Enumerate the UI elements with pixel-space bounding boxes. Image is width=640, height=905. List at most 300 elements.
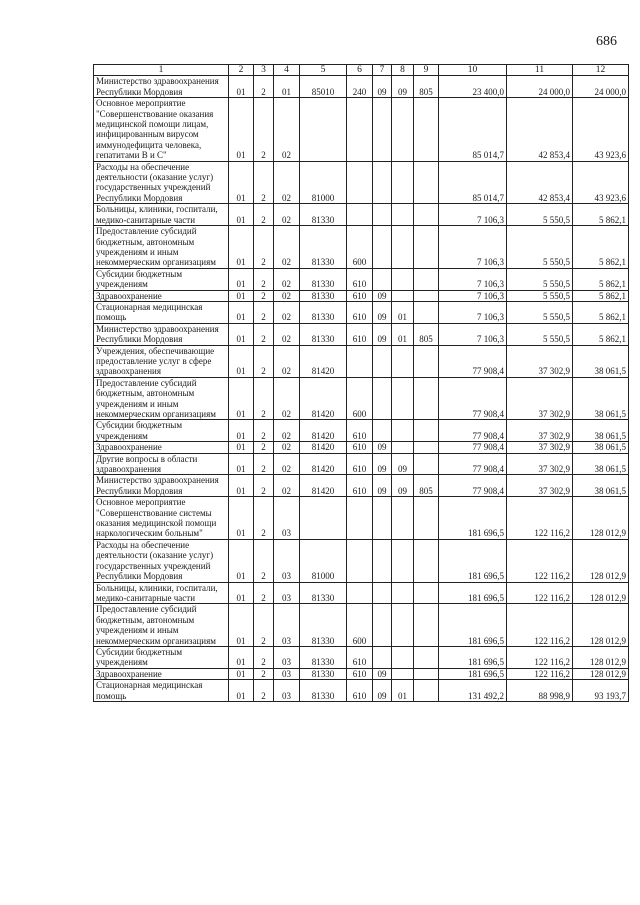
amount-year-1: 85 014,7	[439, 98, 507, 161]
event-code: 81330	[300, 646, 347, 668]
table-row	[94, 345, 629, 377]
kvsr-code: 01	[229, 442, 254, 453]
table-row	[94, 301, 629, 323]
section-code: 09	[373, 668, 392, 679]
row-name: Предоставление субсидий бюджетным, автономным учреждениям и иным некоммерческим организациям	[94, 604, 229, 647]
amount-year-2: 37 302,9	[507, 475, 573, 497]
event-code: 81330	[300, 290, 347, 301]
amount-year-3: 38 061,5	[573, 345, 629, 377]
event-code: 81330	[300, 301, 347, 323]
row-name: Стационарная медицинская помощь	[94, 680, 229, 702]
subsection-code	[392, 226, 414, 269]
subsection-code: 01	[392, 680, 414, 702]
row-name: Стационарная медицинская помощь	[94, 301, 229, 323]
section-code	[373, 539, 392, 582]
section-code: 09	[373, 453, 392, 475]
table-row	[94, 204, 629, 226]
program-code: 2	[254, 377, 274, 420]
kvsr-code: 01	[229, 497, 254, 540]
amount-year-1: 7 106,3	[439, 323, 507, 345]
subprogram-code: 03	[274, 646, 300, 668]
amount-year-3: 5 862,1	[573, 226, 629, 269]
subsection-code	[392, 98, 414, 161]
amount-year-2: 37 302,9	[507, 377, 573, 420]
column-header: 4	[274, 65, 300, 76]
ministry-code	[414, 582, 439, 604]
ministry-code	[414, 98, 439, 161]
event-code: 81420	[300, 377, 347, 420]
amount-year-1: 7 106,3	[439, 226, 507, 269]
amount-year-1: 181 696,5	[439, 582, 507, 604]
subprogram-code: 02	[274, 161, 300, 204]
ministry-code	[414, 161, 439, 204]
amount-year-3: 5 862,1	[573, 301, 629, 323]
table-row	[94, 582, 629, 604]
ministry-code	[414, 345, 439, 377]
amount-year-1: 181 696,5	[439, 668, 507, 679]
row-name: Министерство здравоохранения Республики Мордовия	[94, 76, 229, 98]
event-code: 81330	[300, 680, 347, 702]
subprogram-code: 03	[274, 582, 300, 604]
kvsr-code: 01	[229, 204, 254, 226]
program-code: 2	[254, 680, 274, 702]
subsection-code: 09	[392, 453, 414, 475]
kvsr-code: 01	[229, 76, 254, 98]
event-code: 81420	[300, 345, 347, 377]
subsection-code	[392, 539, 414, 582]
amount-year-1: 131 492,2	[439, 680, 507, 702]
column-header: 6	[347, 65, 373, 76]
table-row	[94, 290, 629, 301]
section-code	[373, 268, 392, 290]
table-row	[94, 475, 629, 497]
amount-year-2: 5 550,5	[507, 323, 573, 345]
row-name: Учреждения, обеспечивающие предоставление услуг в сфере здравоохранения	[94, 345, 229, 377]
section-code: 09	[373, 442, 392, 453]
subprogram-code: 02	[274, 98, 300, 161]
expense-type	[347, 204, 373, 226]
expense-type	[347, 98, 373, 161]
ministry-code	[414, 442, 439, 453]
ministry-code: 805	[414, 76, 439, 98]
subprogram-code: 01	[274, 76, 300, 98]
amount-year-1: 77 908,4	[439, 345, 507, 377]
subprogram-code: 02	[274, 204, 300, 226]
page-number: 686	[596, 34, 617, 49]
subprogram-code: 02	[274, 301, 300, 323]
program-code: 2	[254, 420, 274, 442]
kvsr-code: 01	[229, 161, 254, 204]
expense-type: 610	[347, 475, 373, 497]
column-header: 12	[573, 65, 629, 76]
section-code	[373, 161, 392, 204]
ministry-code	[414, 377, 439, 420]
expense-type: 610	[347, 680, 373, 702]
subsection-code	[392, 290, 414, 301]
expense-type: 610	[347, 323, 373, 345]
table-row	[94, 226, 629, 269]
row-name: Больницы, клиники, госпитали, медико-санитарные части	[94, 582, 229, 604]
expense-type	[347, 161, 373, 204]
amount-year-1: 77 908,4	[439, 442, 507, 453]
subprogram-code: 02	[274, 268, 300, 290]
expense-type: 610	[347, 646, 373, 668]
program-code: 2	[254, 442, 274, 453]
event-code	[300, 98, 347, 161]
section-code	[373, 98, 392, 161]
amount-year-1: 181 696,5	[439, 646, 507, 668]
amount-year-2: 122 116,2	[507, 582, 573, 604]
row-name: Основное мероприятие "Совершенствование оказания медицинской помощи лицам, инфицированным вирусом иммунодефицита человека, гепатитами В и С"	[94, 98, 229, 161]
section-code	[373, 646, 392, 668]
ministry-code	[414, 301, 439, 323]
kvsr-code: 01	[229, 377, 254, 420]
subprogram-code: 02	[274, 226, 300, 269]
amount-year-2: 5 550,5	[507, 204, 573, 226]
kvsr-code: 01	[229, 301, 254, 323]
row-name: Субсидии бюджетным учреждениям	[94, 268, 229, 290]
amount-year-3: 38 061,5	[573, 420, 629, 442]
amount-year-1: 181 696,5	[439, 604, 507, 647]
table-row	[94, 604, 629, 647]
subprogram-code: 03	[274, 604, 300, 647]
kvsr-code: 01	[229, 582, 254, 604]
amount-year-3: 38 061,5	[573, 475, 629, 497]
amount-year-3: 128 012,9	[573, 668, 629, 679]
event-code	[300, 497, 347, 540]
ministry-code	[414, 453, 439, 475]
event-code: 81420	[300, 420, 347, 442]
row-name: Расходы на обеспечение деятельности (оказание услуг) государственных учреждений Республики Мордовия	[94, 161, 229, 204]
table-row	[94, 161, 629, 204]
table-row	[94, 268, 629, 290]
section-code: 09	[373, 475, 392, 497]
event-code: 81000	[300, 539, 347, 582]
table-row	[94, 76, 629, 98]
row-name: Расходы на обеспечение деятельности (оказание услуг) государственных учреждений Республики Мордовия	[94, 539, 229, 582]
program-code: 2	[254, 226, 274, 269]
table-body	[94, 76, 629, 702]
kvsr-code: 01	[229, 98, 254, 161]
column-header: 7	[373, 65, 392, 76]
subsection-code: 09	[392, 475, 414, 497]
column-header: 9	[414, 65, 439, 76]
subprogram-code: 02	[274, 442, 300, 453]
table-row	[94, 680, 629, 702]
ministry-code	[414, 604, 439, 647]
subsection-code	[392, 161, 414, 204]
subsection-code	[392, 377, 414, 420]
table-row	[94, 98, 629, 161]
section-code: 09	[373, 301, 392, 323]
program-code: 2	[254, 604, 274, 647]
column-header: 1	[94, 65, 229, 76]
amount-year-2: 5 550,5	[507, 226, 573, 269]
amount-year-3: 128 012,9	[573, 646, 629, 668]
program-code: 2	[254, 345, 274, 377]
column-header: 3	[254, 65, 274, 76]
program-code: 2	[254, 582, 274, 604]
ministry-code	[414, 668, 439, 679]
event-code: 81420	[300, 475, 347, 497]
amount-year-1: 77 908,4	[439, 377, 507, 420]
expense-type: 610	[347, 442, 373, 453]
amount-year-2: 42 853,4	[507, 98, 573, 161]
program-code: 2	[254, 497, 274, 540]
kvsr-code: 01	[229, 646, 254, 668]
row-name: Другие вопросы в области здравоохранения	[94, 453, 229, 475]
amount-year-1: 23 400,0	[439, 76, 507, 98]
amount-year-1: 85 014,7	[439, 161, 507, 204]
kvsr-code: 01	[229, 226, 254, 269]
subsection-code	[392, 345, 414, 377]
amount-year-2: 42 853,4	[507, 161, 573, 204]
program-code: 2	[254, 290, 274, 301]
section-code	[373, 377, 392, 420]
ministry-code	[414, 290, 439, 301]
subprogram-code: 02	[274, 377, 300, 420]
amount-year-3: 5 862,1	[573, 290, 629, 301]
event-code: 81330	[300, 604, 347, 647]
row-name: Субсидии бюджетным учреждениям	[94, 646, 229, 668]
program-code: 2	[254, 98, 274, 161]
amount-year-2: 24 000,0	[507, 76, 573, 98]
row-name: Здравоохранение	[94, 668, 229, 679]
table-row	[94, 442, 629, 453]
event-code: 81330	[300, 582, 347, 604]
ministry-code	[414, 497, 439, 540]
subprogram-code: 02	[274, 345, 300, 377]
kvsr-code: 01	[229, 345, 254, 377]
kvsr-code: 01	[229, 420, 254, 442]
amount-year-2: 122 116,2	[507, 497, 573, 540]
program-code: 2	[254, 668, 274, 679]
amount-year-2: 122 116,2	[507, 604, 573, 647]
amount-year-1: 77 908,4	[439, 475, 507, 497]
table-row	[94, 420, 629, 442]
row-name: Предоставление субсидий бюджетным, автономным учреждениям и иным некоммерческим организациям	[94, 226, 229, 269]
section-code	[373, 345, 392, 377]
table-row	[94, 668, 629, 679]
kvsr-code: 01	[229, 323, 254, 345]
program-code: 2	[254, 453, 274, 475]
table-row	[94, 377, 629, 420]
section-code: 09	[373, 680, 392, 702]
subprogram-code: 03	[274, 539, 300, 582]
amount-year-2: 37 302,9	[507, 345, 573, 377]
section-code: 09	[373, 290, 392, 301]
subsection-code	[392, 582, 414, 604]
program-code: 2	[254, 76, 274, 98]
ministry-code	[414, 646, 439, 668]
program-code: 2	[254, 301, 274, 323]
expense-type: 610	[347, 301, 373, 323]
table-row	[94, 497, 629, 540]
row-name: Министерство здравоохранения Республики Мордовия	[94, 475, 229, 497]
table-row	[94, 323, 629, 345]
subprogram-code: 02	[274, 323, 300, 345]
row-name: Предоставление субсидий бюджетным, автономным учреждениям и иным некоммерческим организациям	[94, 377, 229, 420]
expense-type	[347, 582, 373, 604]
subsection-code	[392, 204, 414, 226]
subsection-code	[392, 668, 414, 679]
amount-year-2: 122 116,2	[507, 539, 573, 582]
amount-year-1: 7 106,3	[439, 204, 507, 226]
expense-type: 600	[347, 226, 373, 269]
event-code: 81330	[300, 268, 347, 290]
event-code: 81330	[300, 226, 347, 269]
amount-year-3: 93 193,7	[573, 680, 629, 702]
amount-year-2: 88 998,9	[507, 680, 573, 702]
program-code: 2	[254, 646, 274, 668]
amount-year-2: 37 302,9	[507, 442, 573, 453]
row-name: Основное мероприятие "Совершенствование системы оказания медицинской помощи наркологическим больным"	[94, 497, 229, 540]
kvsr-code: 01	[229, 668, 254, 679]
subsection-code	[392, 497, 414, 540]
subsection-code	[392, 420, 414, 442]
amount-year-1: 77 908,4	[439, 420, 507, 442]
amount-year-1: 7 106,3	[439, 290, 507, 301]
program-code: 2	[254, 161, 274, 204]
column-header: 10	[439, 65, 507, 76]
event-code: 81330	[300, 668, 347, 679]
amount-year-3: 38 061,5	[573, 377, 629, 420]
table-row	[94, 453, 629, 475]
subsection-code	[392, 646, 414, 668]
column-header: 2	[229, 65, 254, 76]
program-code: 2	[254, 475, 274, 497]
amount-year-2: 37 302,9	[507, 453, 573, 475]
event-code: 81330	[300, 323, 347, 345]
row-name: Больницы, клиники, госпитали, медико-санитарные части	[94, 204, 229, 226]
ministry-code	[414, 680, 439, 702]
amount-year-1: 7 106,3	[439, 301, 507, 323]
amount-year-3: 38 061,5	[573, 442, 629, 453]
section-code	[373, 204, 392, 226]
amount-year-3: 24 000,0	[573, 76, 629, 98]
amount-year-2: 5 550,5	[507, 290, 573, 301]
expense-type: 610	[347, 453, 373, 475]
subsection-code	[392, 604, 414, 647]
ministry-code	[414, 204, 439, 226]
kvsr-code: 01	[229, 290, 254, 301]
subprogram-code: 03	[274, 497, 300, 540]
program-code: 2	[254, 539, 274, 582]
amount-year-2: 122 116,2	[507, 646, 573, 668]
budget-table	[93, 64, 629, 702]
expense-type	[347, 497, 373, 540]
ministry-code	[414, 539, 439, 582]
row-name: Здравоохранение	[94, 442, 229, 453]
kvsr-code: 01	[229, 268, 254, 290]
amount-year-2: 5 550,5	[507, 268, 573, 290]
amount-year-2: 5 550,5	[507, 301, 573, 323]
row-name: Здравоохранение	[94, 290, 229, 301]
expense-type: 610	[347, 290, 373, 301]
amount-year-3: 5 862,1	[573, 268, 629, 290]
ministry-code	[414, 420, 439, 442]
program-code: 2	[254, 323, 274, 345]
subprogram-code: 03	[274, 668, 300, 679]
section-code	[373, 604, 392, 647]
expense-type: 600	[347, 377, 373, 420]
subsection-code: 09	[392, 76, 414, 98]
amount-year-1: 77 908,4	[439, 453, 507, 475]
table-row	[94, 539, 629, 582]
expense-type: 240	[347, 76, 373, 98]
kvsr-code: 01	[229, 604, 254, 647]
amount-year-3: 38 061,5	[573, 453, 629, 475]
expense-type: 610	[347, 268, 373, 290]
table-header-row	[94, 65, 629, 76]
event-code: 81420	[300, 442, 347, 453]
kvsr-code: 01	[229, 475, 254, 497]
section-code: 09	[373, 76, 392, 98]
amount-year-3: 43 923,6	[573, 161, 629, 204]
kvsr-code: 01	[229, 453, 254, 475]
subprogram-code: 02	[274, 420, 300, 442]
row-name: Министерство здравоохранения Республики Мордовия	[94, 323, 229, 345]
subprogram-code: 02	[274, 290, 300, 301]
subprogram-code: 03	[274, 680, 300, 702]
expense-type	[347, 539, 373, 582]
subsection-code	[392, 268, 414, 290]
column-header: 5	[300, 65, 347, 76]
expense-type: 610	[347, 420, 373, 442]
ministry-code	[414, 226, 439, 269]
subsection-code	[392, 442, 414, 453]
section-code	[373, 226, 392, 269]
subprogram-code: 02	[274, 453, 300, 475]
amount-year-3: 5 862,1	[573, 323, 629, 345]
amount-year-3: 128 012,9	[573, 604, 629, 647]
subsection-code: 01	[392, 301, 414, 323]
amount-year-2: 37 302,9	[507, 420, 573, 442]
amount-year-1: 181 696,5	[439, 497, 507, 540]
section-code	[373, 582, 392, 604]
section-code	[373, 420, 392, 442]
amount-year-3: 128 012,9	[573, 539, 629, 582]
row-name: Субсидии бюджетным учреждениям	[94, 420, 229, 442]
event-code: 81330	[300, 204, 347, 226]
amount-year-3: 5 862,1	[573, 204, 629, 226]
event-code: 85010	[300, 76, 347, 98]
table-row	[94, 646, 629, 668]
amount-year-1: 181 696,5	[439, 539, 507, 582]
expense-type: 600	[347, 604, 373, 647]
ministry-code	[414, 268, 439, 290]
amount-year-2: 122 116,2	[507, 668, 573, 679]
subsection-code: 01	[392, 323, 414, 345]
column-header: 11	[507, 65, 573, 76]
event-code: 81420	[300, 453, 347, 475]
amount-year-3: 128 012,9	[573, 497, 629, 540]
section-code: 09	[373, 323, 392, 345]
amount-year-1: 7 106,3	[439, 268, 507, 290]
amount-year-3: 128 012,9	[573, 582, 629, 604]
subprogram-code: 02	[274, 475, 300, 497]
section-code	[373, 497, 392, 540]
event-code: 81000	[300, 161, 347, 204]
ministry-code: 805	[414, 475, 439, 497]
program-code: 2	[254, 204, 274, 226]
expense-type	[347, 345, 373, 377]
ministry-code: 805	[414, 323, 439, 345]
kvsr-code: 01	[229, 680, 254, 702]
expense-type: 610	[347, 668, 373, 679]
kvsr-code: 01	[229, 539, 254, 582]
amount-year-3: 43 923,6	[573, 98, 629, 161]
